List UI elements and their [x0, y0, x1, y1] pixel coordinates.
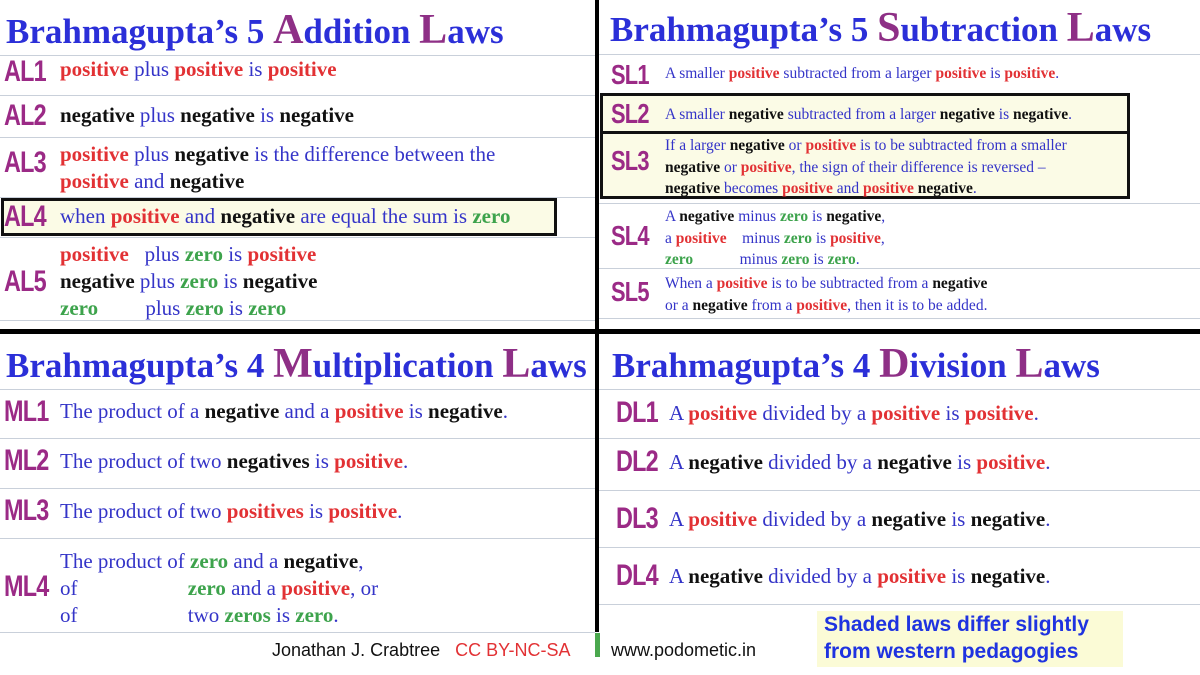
zero-term: zero: [665, 251, 694, 268]
law-text-segment: is: [270, 603, 296, 627]
positive-term: positive: [334, 449, 403, 473]
negative-term: negative: [665, 180, 721, 197]
law-sl5-text: [665, 273, 987, 316]
law-line-2: [60, 168, 495, 195]
zero-term: zero: [190, 549, 229, 573]
negative-term: negative: [939, 106, 995, 123]
law-ml4-text: [60, 548, 378, 629]
law-text-segment: The product of two: [60, 499, 227, 523]
negative-term: negative: [204, 399, 280, 423]
law-line-3: [665, 249, 885, 271]
law-text-segment: .: [1045, 507, 1051, 531]
positive-term: positive: [716, 275, 768, 292]
law-text-segment: .: [1045, 450, 1051, 474]
law-sl4-text: [665, 206, 885, 271]
law-code-dl3: DL3: [616, 502, 658, 535]
law-code-al3: AL3: [4, 146, 46, 179]
positive-term: positive: [796, 296, 848, 314]
zero-term: zero: [185, 296, 224, 320]
law-text-segment: plus: [98, 296, 186, 320]
law-line-1: [60, 400, 508, 424]
zero-term: zero: [779, 208, 809, 225]
law-code-dl4: DL4: [616, 559, 658, 592]
positive-term: positive: [110, 204, 180, 228]
negative-term: negative: [679, 208, 735, 225]
law-text-segment: and a: [228, 549, 284, 573]
law-text-segment: minus: [726, 229, 784, 247]
law-line-3: [665, 178, 1067, 200]
law-code-sl5: SL5: [611, 276, 649, 307]
law-text-segment: .: [502, 399, 508, 423]
negative-term: negative: [970, 507, 1046, 531]
law-text-segment: A smaller: [665, 106, 729, 123]
zero-term: zero: [783, 229, 812, 247]
zero-term: zero: [827, 251, 856, 268]
law-text-segment: is: [222, 242, 248, 266]
law-code-sl2: SL2: [611, 98, 649, 129]
positive-term: positive: [267, 57, 337, 81]
law-dl1-text: [669, 402, 1039, 426]
positive-term: positive: [877, 564, 947, 588]
negative-term: negative: [283, 549, 359, 573]
positive-term: positive: [334, 399, 404, 423]
law-text-segment: or: [720, 158, 741, 176]
law-line-1: [669, 565, 1051, 589]
negative-term: negative: [932, 275, 988, 292]
law-line-1: [60, 241, 317, 268]
negative-term: negative: [665, 158, 721, 176]
law-line-2: [60, 268, 317, 295]
law-text-segment: A: [669, 564, 689, 588]
law-al4-text: [60, 205, 510, 229]
law-text-segment: plus: [134, 269, 181, 293]
zero-term: zero: [248, 296, 287, 320]
law-line-1: [669, 508, 1051, 532]
law-text-segment: minus: [734, 208, 780, 225]
zero-term: zero: [184, 242, 223, 266]
law-text-segment: is: [986, 65, 1005, 82]
negative-term: negative: [169, 169, 245, 193]
negative-term: negative: [174, 142, 250, 166]
law-text-segment: and: [128, 169, 170, 193]
law-text-segment: subtracted from a larger: [779, 65, 936, 82]
positive-term: positive: [728, 65, 780, 82]
law-text-segment: of two: [60, 603, 225, 627]
law-text-segment: becomes: [720, 180, 783, 197]
law-dl3-text: [669, 508, 1051, 532]
positive-term: positive: [328, 499, 398, 523]
law-text-segment: .: [333, 603, 339, 627]
law-text-segment: and a: [225, 576, 282, 600]
positive-term: positive: [935, 65, 987, 82]
law-text-segment: and: [832, 180, 864, 197]
law-ml2-text: [60, 450, 408, 474]
positive-term: positive: [688, 507, 758, 531]
law-code-al5: AL5: [4, 265, 46, 298]
law-text-segment: .: [1068, 106, 1072, 123]
law-al5-text: [60, 241, 317, 322]
law-text-segment: is: [951, 450, 977, 474]
law-text-segment: The product of two: [60, 449, 227, 473]
negative-term: negatives: [226, 449, 310, 473]
law-text-segment: .: [1033, 401, 1039, 425]
multiplication-laws-panel: [0, 334, 595, 634]
law-line-3: [60, 602, 378, 629]
law-text-segment: , then it is to be added.: [847, 296, 988, 314]
law-text-segment: is to be subtracted from a: [767, 275, 933, 292]
law-text-segment: , the sign of their difference is reversed –: [791, 158, 1046, 176]
law-text-segment: minus: [693, 251, 782, 268]
law-text-segment: is: [946, 564, 971, 588]
negative-term: negative: [917, 180, 973, 197]
negative-term: negative: [826, 208, 882, 225]
negative-term: negative: [970, 564, 1046, 588]
law-sl2-text: [665, 106, 1072, 123]
law-line-1: [665, 65, 1059, 82]
law-line-1: [60, 450, 408, 474]
law-text-segment: , or: [350, 576, 379, 600]
law-line-1: [60, 104, 354, 128]
law-text-segment: is: [303, 499, 329, 523]
law-text-segment: is the difference between the: [249, 142, 496, 166]
law-text-segment: is: [223, 296, 249, 320]
zero-term: zero: [60, 296, 99, 320]
law-text-segment: and: [179, 204, 221, 228]
negative-term: negative: [428, 399, 503, 423]
law-line-1: [60, 58, 337, 82]
positive-term: positive: [805, 137, 857, 154]
law-line-2: [665, 228, 885, 250]
law-code-al1: AL1: [4, 55, 46, 88]
law-code-dl1: DL1: [616, 396, 658, 429]
law-text-segment: subtracted from a larger: [783, 106, 940, 123]
law-code-ml4: ML4: [4, 570, 49, 603]
zero-term: zero: [472, 204, 511, 228]
law-line-2: [665, 157, 1067, 179]
law-text-segment: of: [60, 576, 188, 600]
website-link[interactable]: www.podometic.in: [611, 640, 757, 660]
law-text-segment: .: [972, 180, 977, 197]
law-line-1: [665, 206, 885, 228]
positive-term: positive: [830, 229, 881, 247]
law-text-segment: .: [402, 449, 409, 473]
law-code-ml2: ML2: [4, 444, 49, 477]
law-ml1-text: [60, 400, 508, 424]
positive-term: positive: [675, 229, 727, 247]
law-dl2-text: [669, 451, 1051, 475]
law-text-segment: A smaller: [665, 65, 729, 82]
law-text-segment: is: [218, 269, 243, 293]
addition-laws-panel: [0, 0, 595, 329]
author-name: Jonathan J. Crabtree: [272, 640, 441, 660]
law-text-segment: divided by a: [757, 401, 872, 425]
subtraction-title: Brahmagupta’s 5 Subtraction Laws: [610, 5, 1152, 51]
positive-term: positive: [174, 57, 244, 81]
negative-term: negative: [877, 450, 952, 474]
law-text-segment: A: [669, 450, 689, 474]
law-text-segment: ,: [880, 229, 885, 247]
law-text-segment: is: [254, 103, 280, 127]
negative-term: negative: [728, 106, 784, 123]
law-line-1: [60, 548, 378, 575]
law-dl4-text: [669, 565, 1051, 589]
law-text-segment: .: [855, 251, 860, 268]
law-code-sl1: SL1: [611, 59, 649, 90]
law-line-1: [665, 273, 987, 295]
law-code-sl3: SL3: [611, 145, 649, 176]
negative-term: negative: [180, 103, 255, 127]
law-al1-text: [60, 58, 337, 82]
positive-term: positive: [976, 450, 1046, 474]
law-text-segment: .: [1045, 564, 1051, 588]
positive-term: positive: [60, 142, 129, 166]
law-code-al4: AL4: [4, 200, 46, 233]
law-text-segment: ,: [358, 549, 364, 573]
law-code-al2: AL2: [4, 99, 46, 132]
law-text-segment: or a: [665, 296, 693, 314]
law-text-segment: is: [811, 229, 831, 247]
law-text-segment: is: [809, 251, 828, 268]
negative-term: negative: [1012, 106, 1069, 123]
shaded-note-line2: from western pedagogies: [824, 640, 1079, 663]
division-title: Brahmagupta’s 4 Division Laws: [612, 341, 1100, 387]
law-text-segment: A: [665, 208, 680, 225]
zero-term: zeros: [224, 603, 271, 627]
zero-term: zero: [781, 251, 810, 268]
law-text-segment: is: [994, 106, 1013, 123]
positive-term: positive: [782, 180, 833, 197]
negative-term: negative: [692, 296, 748, 314]
law-text-segment: a: [665, 229, 676, 247]
law-text-segment: is: [243, 57, 268, 81]
law-text-segment: is: [309, 449, 335, 473]
law-text-segment: is: [403, 399, 429, 423]
law-line-3: [60, 295, 317, 322]
negative-term: negative: [871, 507, 947, 531]
law-text-segment: A: [669, 401, 689, 425]
law-text-segment: are equal the sum is: [295, 204, 473, 228]
law-sl1-text: [665, 65, 1059, 82]
law-text-segment: plus: [128, 142, 175, 166]
law-al2-text: [60, 104, 354, 128]
law-line-1: [60, 500, 402, 524]
positive-term: positive: [60, 242, 129, 266]
law-text-segment: If a larger: [665, 137, 730, 154]
law-text-segment: plus: [134, 103, 181, 127]
law-line-1: [60, 141, 495, 168]
law-text-segment: is to be subtracted from a smaller: [856, 137, 1067, 154]
law-text-segment: A: [669, 507, 689, 531]
negative-term: negative: [60, 269, 135, 293]
law-text-segment: is: [808, 208, 827, 225]
law-text-segment: divided by a: [762, 450, 878, 474]
positive-term: positive: [964, 401, 1034, 425]
law-line-1: [669, 451, 1051, 475]
positive-term: positives: [226, 499, 304, 523]
license-text: CC BY-NC-SA: [455, 640, 571, 660]
zero-term: zero: [180, 269, 219, 293]
law-text-segment: and a: [279, 399, 335, 423]
law-text-segment: plus: [128, 57, 175, 81]
positive-term: positive: [863, 180, 914, 197]
law-line-1: [669, 402, 1039, 426]
author-credit: [272, 640, 570, 661]
law-text-segment: from a: [747, 296, 797, 314]
law-line-2: [665, 295, 987, 317]
shaded-note-line1: Shaded laws differ slightly: [824, 613, 1089, 636]
law-line-2: [60, 575, 378, 602]
law-text-segment: .: [1055, 65, 1060, 82]
law-text-segment: .: [397, 499, 403, 523]
shaded-laws-note: [817, 611, 1123, 667]
negative-term: negative: [220, 204, 296, 228]
law-line-1: [665, 106, 1072, 123]
law-text-segment: ,: [881, 208, 886, 225]
law-text-segment: is: [940, 401, 965, 425]
law-code-dl2: DL2: [616, 445, 658, 478]
positive-term: positive: [60, 57, 129, 81]
law-text-segment: divided by a: [757, 507, 872, 531]
positive-term: positive: [740, 158, 792, 176]
negative-term: negative: [688, 564, 763, 588]
law-text-segment: is: [946, 507, 971, 531]
law-text-segment: when: [60, 204, 111, 228]
law-line-1: [665, 135, 1067, 157]
law-line-1: [60, 205, 510, 229]
law-text-segment: or: [784, 137, 806, 154]
law-sl3-text: [665, 135, 1067, 200]
law-text-segment: divided by a: [762, 564, 878, 588]
zero-term: zero: [187, 576, 226, 600]
negative-term: negative: [729, 137, 785, 154]
positive-term: positive: [1004, 65, 1056, 82]
law-code-ml3: ML3: [4, 494, 49, 527]
positive-term: positive: [871, 401, 941, 425]
division-laws-panel: [599, 334, 1200, 634]
law-text-segment: The product of a: [60, 399, 205, 423]
positive-term: positive: [688, 401, 758, 425]
addition-title: Brahmagupta’s 5 Addition Laws: [6, 7, 504, 53]
divider-accent: [595, 633, 600, 657]
law-ml3-text: [60, 500, 402, 524]
law-al3-text: [60, 141, 495, 195]
law-text-segment: plus: [128, 242, 185, 266]
multiplication-title: Brahmagupta’s 4 Multiplication Laws: [6, 341, 587, 387]
positive-term: positive: [247, 242, 317, 266]
positive-term: positive: [281, 576, 351, 600]
law-text-segment: The product of: [60, 549, 191, 573]
negative-term: negative: [242, 269, 318, 293]
negative-term: negative: [60, 103, 135, 127]
law-code-ml1: ML1: [4, 395, 49, 428]
law-text-segment: When a: [665, 275, 717, 292]
positive-term: positive: [60, 169, 129, 193]
negative-term: negative: [688, 450, 763, 474]
subtraction-laws-panel: [599, 0, 1200, 329]
law-code-sl4: SL4: [611, 220, 649, 251]
negative-term: negative: [279, 103, 354, 127]
zero-term: zero: [295, 603, 334, 627]
